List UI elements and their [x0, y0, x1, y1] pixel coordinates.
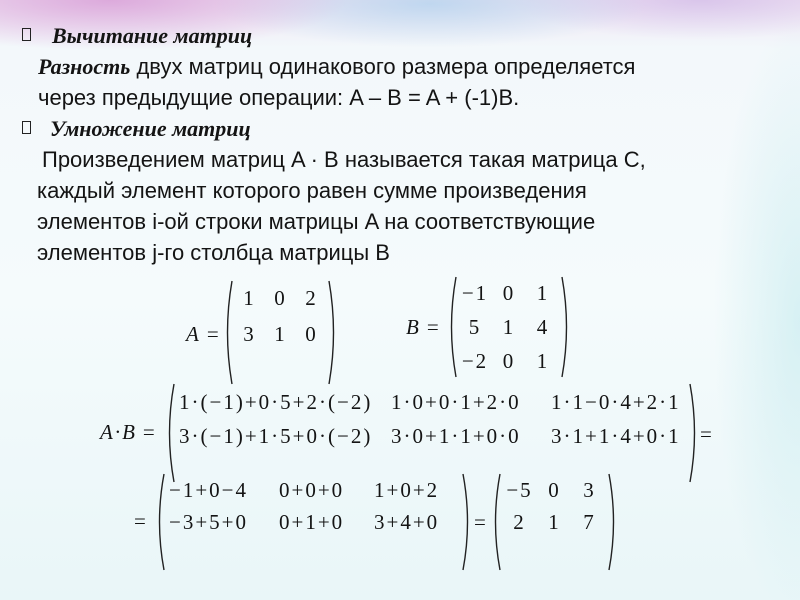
- left-paren: [222, 280, 234, 385]
- matrix-cell: −5: [506, 478, 533, 502]
- slide-text: [0, 20, 800, 268]
- matrix-cell: −1: [461, 281, 489, 305]
- matrix-cell: 3·0+1·1+0·0: [391, 424, 521, 448]
- matrix-cell: 1: [502, 315, 516, 339]
- multiplication-heading-line: [0, 113, 800, 144]
- equals-sign: =: [206, 322, 221, 346]
- subtraction-heading: Вычитание матриц: [52, 23, 253, 48]
- expanded-matrix: [154, 473, 473, 571]
- multiplication-text-line: элементов i-ой строки матрицы A на соответствующие: [37, 209, 596, 234]
- product-label: [100, 418, 157, 446]
- matrix-b-label: [406, 313, 441, 341]
- matrix-cell: 3·1+1·4+0·1: [551, 424, 681, 448]
- multiplication-text-line: элементов j-го столбца матрицы B: [37, 240, 390, 265]
- matrix-cell: 0: [274, 286, 287, 310]
- equals-sign: =: [142, 420, 157, 444]
- right-paren: [607, 473, 619, 571]
- equals-sign: =: [700, 422, 714, 446]
- matrix-cell: 1: [536, 349, 550, 373]
- matrix-cell: 1·(−1)+0·5+2·(−2): [179, 390, 373, 414]
- multiplication-text-line: Произведением матриц A · B называется такая матрица C,: [42, 147, 646, 172]
- matrix-cell: −2: [461, 349, 489, 373]
- equals-sign: =: [426, 315, 441, 339]
- expanded-grid: [166, 473, 461, 538]
- matrix-cell: 0: [502, 349, 516, 373]
- matrix-cell: 0: [305, 322, 318, 346]
- product-name: A·B: [100, 420, 137, 444]
- matrix-cell: 3: [243, 322, 256, 346]
- matrix-a-label: [186, 320, 221, 348]
- left-paren: [154, 473, 166, 571]
- matrix-cell: 3+4+0: [374, 510, 440, 534]
- right-paren: [688, 383, 700, 483]
- right-paren: [560, 276, 572, 378]
- equals-sign: =: [474, 510, 488, 534]
- left-paren: [490, 473, 502, 571]
- matrix-a: [222, 280, 339, 385]
- subtraction-term: Разность: [38, 54, 131, 79]
- multiplication-text-line: каждый элемент которого равен сумме произведения: [37, 178, 587, 203]
- matrix-cell: 0: [548, 478, 561, 502]
- matrix-cell: 3: [583, 478, 596, 502]
- matrix-cell: 0: [502, 281, 516, 305]
- matrix-b-grid: [458, 276, 560, 378]
- multiplication-heading: Умножение матриц: [50, 116, 251, 141]
- left-paren: [164, 383, 176, 483]
- matrix-a-grid: [234, 280, 327, 352]
- matrix-cell: 0+0+0: [279, 478, 345, 502]
- product-grid: [176, 383, 688, 453]
- subtraction-formula-line: через предыдущие операции: A – B = A + (-1)B.: [38, 85, 520, 110]
- matrix-b: [446, 276, 572, 378]
- subtraction-definition: двух матриц одинакового размера определяется: [130, 54, 636, 79]
- matrix-a-name: A: [186, 322, 201, 346]
- matrix-cell: −1+0−4: [169, 478, 249, 502]
- subtraction-definition-line: [0, 51, 800, 82]
- matrix-cell: 4: [536, 315, 550, 339]
- matrix-cell: 7: [583, 510, 596, 534]
- matrix-cell: 5: [468, 315, 482, 339]
- left-paren: [446, 276, 458, 378]
- matrix-b-name: B: [406, 315, 421, 339]
- matrix-cell: 1+0+2: [374, 478, 440, 502]
- right-paren: [327, 280, 339, 385]
- right-paren: [461, 473, 473, 571]
- result-grid: [502, 473, 607, 538]
- matrix-cell: 0+1+0: [279, 510, 345, 534]
- bullet-icon: [22, 121, 31, 134]
- matrix-cell: 1: [548, 510, 561, 534]
- matrix-cell: −3+5+0: [169, 510, 249, 534]
- subtraction-heading-line: [0, 20, 800, 51]
- equals-sign: =: [134, 509, 148, 533]
- product-matrix: [164, 383, 700, 483]
- bullet-icon: [22, 28, 31, 41]
- matrix-cell: 1·0+0·1+2·0: [391, 390, 521, 414]
- matrix-cell: 2: [513, 510, 526, 534]
- result-matrix: [490, 473, 619, 571]
- matrix-cell: 1·1−0·4+2·1: [551, 390, 681, 414]
- matrix-cell: 3·(−1)+1·5+0·(−2): [179, 424, 373, 448]
- matrix-cell: 1: [274, 322, 287, 346]
- matrix-cell: 2: [305, 286, 318, 310]
- matrix-cell: 1: [243, 286, 256, 310]
- matrix-cell: 1: [536, 281, 550, 305]
